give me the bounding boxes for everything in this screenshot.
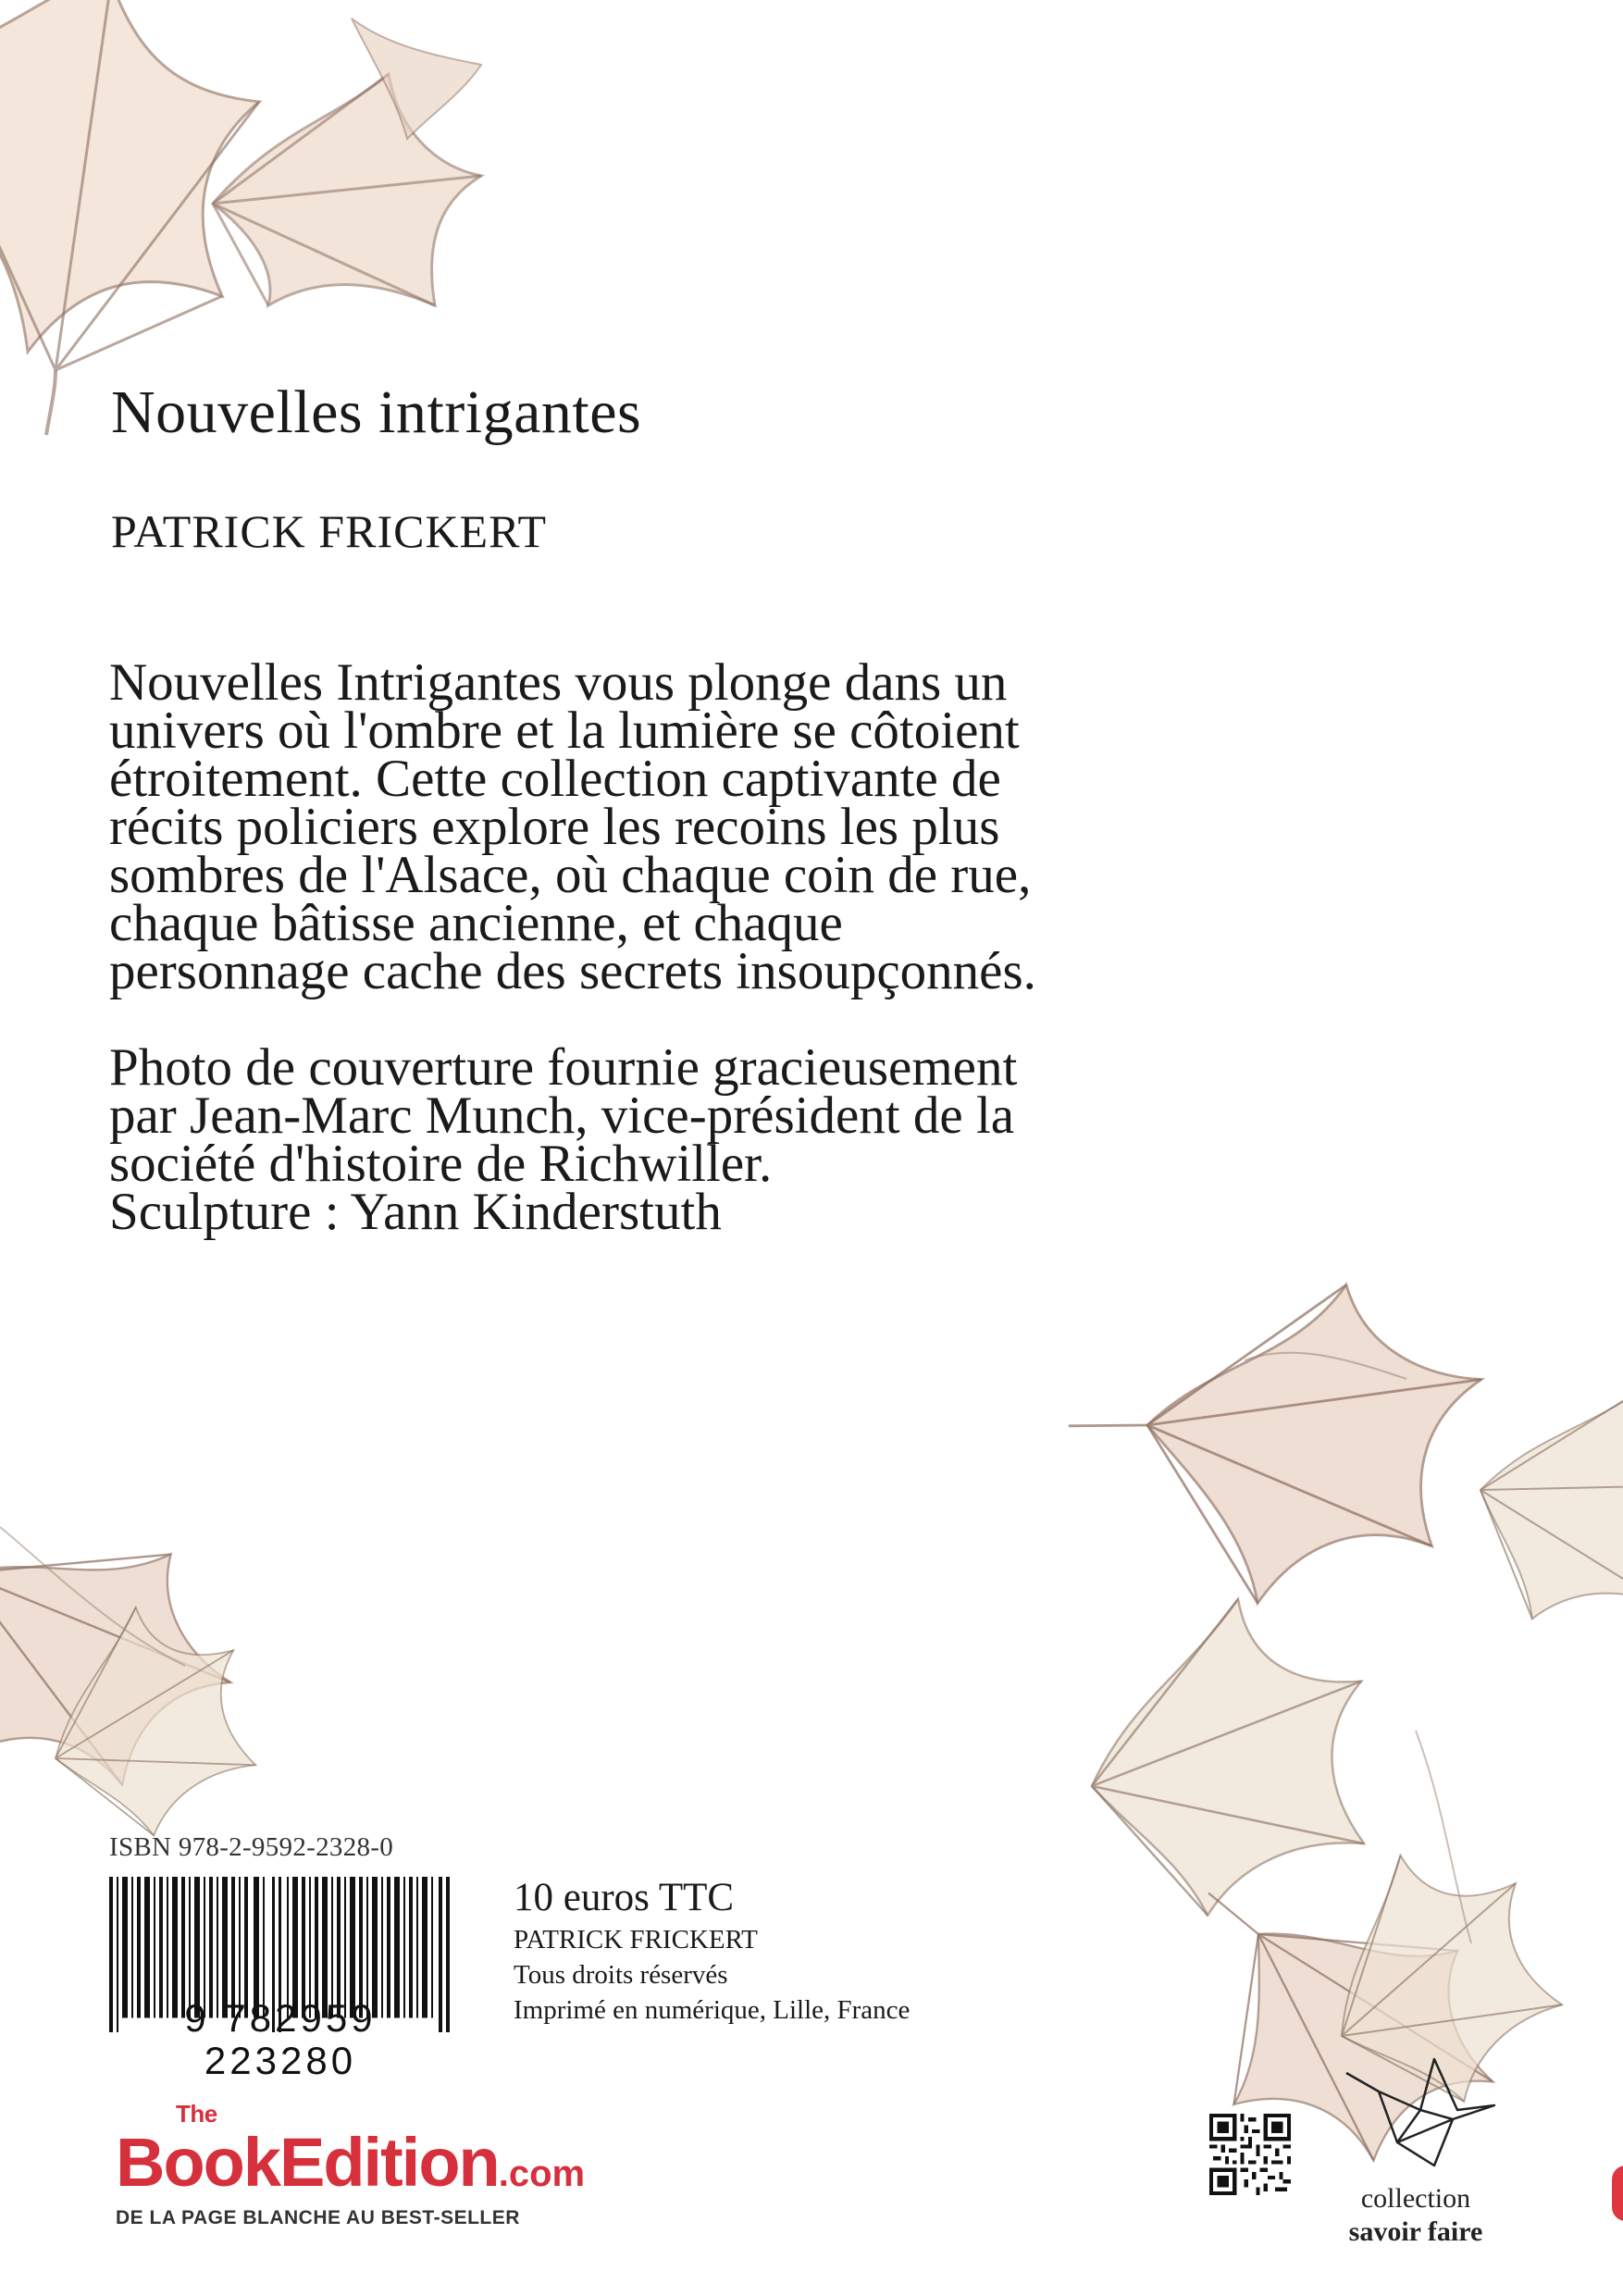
blurb-line: Photo de couverture fournie gracieusement [109,1038,1018,1097]
book-title: Nouvelles intrigantes [111,379,642,446]
blurb-line: sombres de l'Alsace, où chaque coin de rue, [109,846,1032,904]
logo-the: The [176,2100,217,2128]
blurb-line: Sculpture : Yann Kinderstuth [109,1183,722,1241]
back-cover-blurb [109,653,1247,1241]
blurb-line: récits policiers explore les recoins les plus [109,798,1000,856]
collection-label [1323,2182,1508,2249]
blurb-line: univers où l'ombre et la lumière se côtoient [109,701,1020,760]
blurb-paragraph-summary [109,653,1247,1000]
leaf-bottom-right-cluster [1077,1589,1591,2211]
isbn-label: ISBN 978-2-9592-2328-0 [109,1832,394,1862]
blurb-paragraph-credits [109,1038,1247,1241]
leaf-right-edge [1452,1356,1623,1655]
qr-code-icon [1209,2114,1291,2195]
edge-mark [1612,2166,1623,2221]
blurb-line: chaque bâtisse ancienne, et chaque [109,894,843,952]
origami-crane-icon [1342,2054,1499,2175]
blurb-line: par Jean-Marc Munch, vice-président de la [109,1086,1015,1145]
leaf-left-middle [0,1467,275,1855]
leaf-middle-right [1053,1264,1513,1630]
logo-brand: BookEdition [116,2124,499,2201]
imprint-author: PATRICK FRICKERT [514,1925,758,1955]
collection-name: savoir faire [1348,2216,1483,2247]
imprint-rights: Tous droits réservés [514,1960,728,1990]
blurb-line: personnage cache des secrets insoupçonnés. [109,942,1036,1000]
book-author: PATRICK FRICKERT [111,505,547,557]
logo-domain: .com [498,2153,586,2194]
blurb-line: société d'histoire de Richwiller. [109,1135,773,1193]
logo-name [116,2126,585,2211]
price: 10 euros TTC [514,1876,735,1919]
blurb-line: étroitement. Cette collection captivante de [109,750,1001,808]
barcode-digits: 9 782959 223280 [184,1996,377,2082]
logo-tagline: DE LA PAGE BLANCHE AU BEST-SELLER [116,2207,520,2228]
collection-word: collection [1360,2183,1471,2214]
blurb-line: Nouvelles Intrigantes vous plonge dans un [109,653,1008,712]
imprint-printing: Imprimé en numérique, Lille, France [514,1995,911,2025]
imprint-block [514,1922,910,2028]
leaf-top-left [0,0,481,435]
